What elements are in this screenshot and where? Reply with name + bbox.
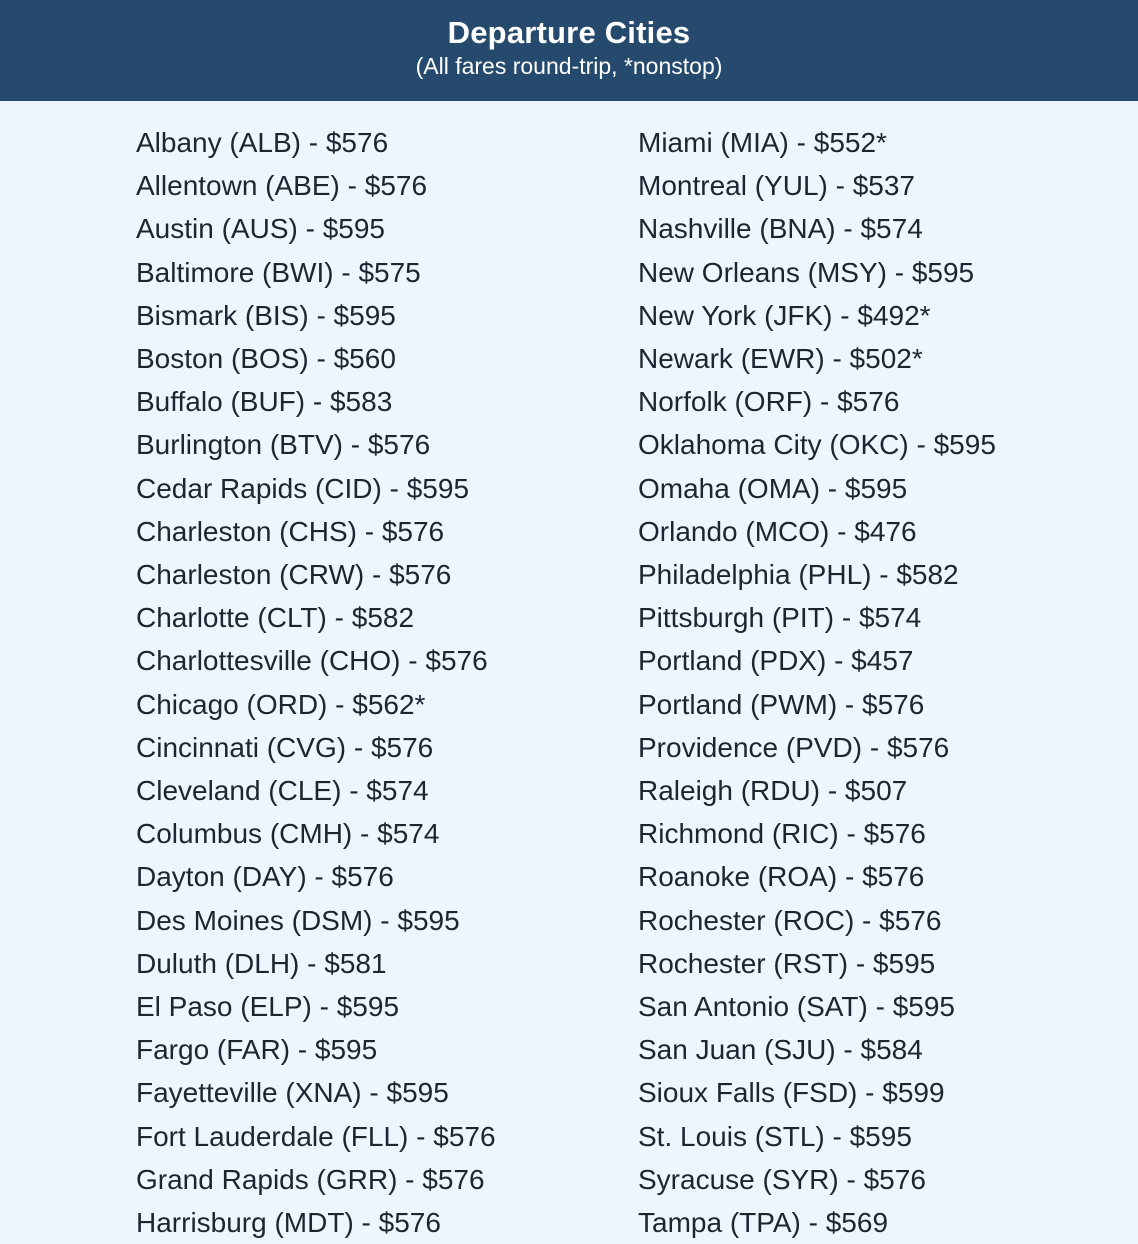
city-fare-item: Tampa (TPA) - $569 <box>638 1207 889 1239</box>
city-fare-item: Charlottesville (CHO) - $576 <box>136 645 488 677</box>
page-subtitle: (All fares round-trip, *nonstop) <box>415 53 723 79</box>
city-fare-item: Portland (PWM) - $576 <box>638 688 925 720</box>
city-fare-item: Charleston (CRW) - $576 <box>136 559 452 591</box>
city-fare-item: Burlington (BTV) - $576 <box>136 429 431 461</box>
city-fare-item: Syracuse (SYR) - $576 <box>638 1163 926 1195</box>
city-fare-item: Miami (MIA) - $552* <box>638 127 887 158</box>
city-fare-item: Buffalo (BUF) - $583 <box>136 386 393 418</box>
city-fare-item: Charlotte (CLT) - $582 <box>136 602 415 634</box>
city-fare-item: Raleigh (RDU) - $507 <box>638 775 908 807</box>
city-fare-item: Charleston (CHS) - $576 <box>136 515 445 547</box>
city-fare-item: San Antonio (SAT) - $595 <box>638 991 955 1023</box>
city-fare-item: Baltimore (BWI) - $575 <box>136 256 421 288</box>
city-fare-item: Richmond (RIC) - $576 <box>638 818 926 850</box>
city-fare-item: Oklahoma City (OKC) - $595 <box>638 429 996 461</box>
city-fare-item: Austin (AUS) - $595 <box>136 213 385 245</box>
city-fare-item: Boston (BOS) - $560 <box>136 343 396 375</box>
city-fare-item: Newark (EWR) - $502* <box>638 343 923 375</box>
city-fare-item: Fargo (FAR) - $595 <box>136 1034 378 1066</box>
city-fare-item: Omaha (OMA) - $595 <box>638 472 908 504</box>
city-fare-item: Philadelphia (PHL) - $582 <box>638 559 959 591</box>
city-fare-item: Providence (PVD) - $576 <box>638 731 950 763</box>
city-fare-item: Nashville (BNA) - $574 <box>638 213 923 245</box>
city-fare-item: Cedar Rapids (CID) - $595 <box>136 472 470 504</box>
city-list <box>0 101 1138 1239</box>
city-fare-item: Rochester (ROC) - $576 <box>638 904 942 936</box>
city-fare-item: New York (JFK) - $492* <box>638 299 931 331</box>
city-fare-item: Rochester (RST) - $595 <box>638 947 936 979</box>
city-fare-item: Sioux Falls (FSD) - $599 <box>638 1077 945 1109</box>
city-fare-item: St. Louis (STL) - $595 <box>638 1120 912 1152</box>
city-fare-item: Norfolk (ORF) - $576 <box>638 386 900 418</box>
city-fare-item: Orlando (MCO) - $476 <box>638 515 917 547</box>
city-fare-item: Cincinnati (CVG) - $576 <box>136 731 434 763</box>
city-fare-item: San Juan (SJU) - $584 <box>638 1034 923 1066</box>
city-fare-item: Bismark (BIS) - $595 <box>136 299 396 331</box>
city-fare-item: El Paso (ELP) - $595 <box>136 991 400 1023</box>
city-fare-item: Cleveland (CLE) - $574 <box>136 775 429 807</box>
city-fare-item: Albany (ALB) - $576 <box>136 127 389 158</box>
city-fare-item: Chicago (ORD) - $562* <box>136 688 426 720</box>
city-fare-item: Dayton (DAY) - $576 <box>136 861 394 893</box>
city-fare-item: Columbus (CMH) - $574 <box>136 818 440 850</box>
city-fare-item: Des Moines (DSM) - $595 <box>136 904 460 936</box>
city-fare-item: Fort Lauderdale (FLL) - $576 <box>136 1120 496 1152</box>
city-fare-item: Duluth (DLH) - $581 <box>136 947 387 979</box>
city-fare-item: New Orleans (MSY) - $595 <box>638 256 975 288</box>
city-fare-item: Pittsburgh (PIT) - $574 <box>638 602 922 634</box>
city-column-right <box>638 121 996 1244</box>
city-column-left <box>136 121 496 1244</box>
city-fare-item: Roanoke (ROA) - $576 <box>638 861 925 893</box>
city-fare-item: Portland (PDX) - $457 <box>638 645 914 677</box>
page-header <box>0 0 1138 101</box>
city-fare-item: Allentown (ABE) - $576 <box>136 170 428 202</box>
city-fare-item: Grand Rapids (GRR) - $576 <box>136 1163 485 1195</box>
city-fare-item: Montreal (YUL) - $537 <box>638 170 916 202</box>
page-title: Departure Cities <box>447 15 691 50</box>
city-fare-item: Fayetteville (XNA) - $595 <box>136 1077 449 1109</box>
city-fare-item: Harrisburg (MDT) - $576 <box>136 1207 441 1239</box>
